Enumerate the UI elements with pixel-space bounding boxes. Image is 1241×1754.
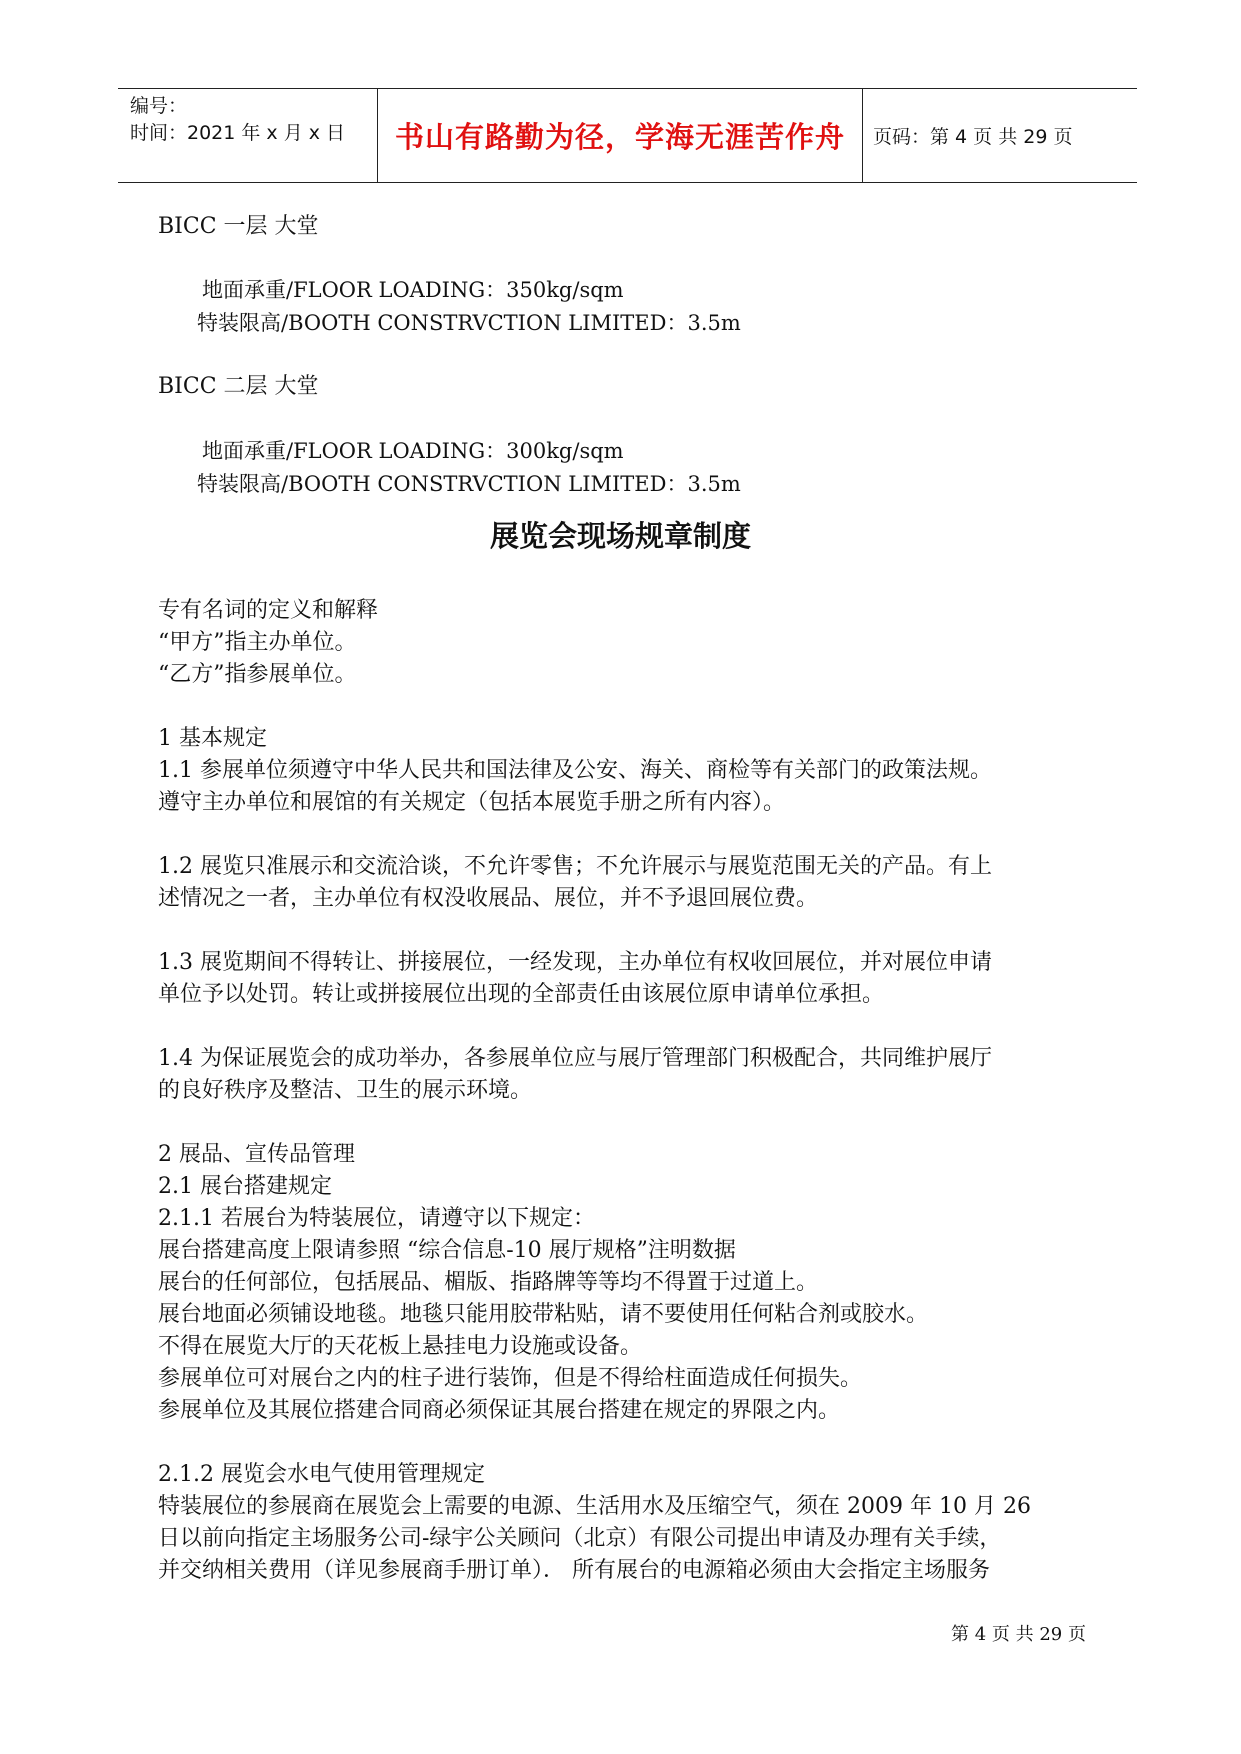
- rule-1-2-line-1: 1.2 展览只准展示和交流洽谈，不允许零售；不允许展示与展览范围无关的产品。有上: [158, 854, 992, 879]
- subsection-2-1-2: 2.1.2 展览会水电气使用管理规定: [158, 1462, 485, 1487]
- subsection-2-1: 2.1 展台搭建规定: [158, 1174, 332, 1199]
- rule-1-3-line-2: 单位予以处罚。转让或拼接展位出现的全部责任由该展位原申请单位承担。: [158, 982, 885, 1007]
- header-meta: [130, 89, 380, 182]
- rule-1-1-line-1: 1.1 参展单位须遵守中华人民共和国法律及公安、海关、商检等有关部门的政策法规。: [158, 758, 992, 783]
- page-header: [118, 88, 1137, 183]
- booth-rule-1: 展台搭建高度上限请参照 “综合信息-10 展厅规格”注明数据: [158, 1238, 736, 1263]
- subsection-2-1-1: 2.1.1 若展台为特装展位，请遵守以下规定：: [158, 1206, 595, 1231]
- booth-rule-2: 展台的任何部位，包括展品、楣版、指路牌等等均不得置于过道上。: [158, 1270, 819, 1295]
- rule-1-4-line-1: 1.4 为保证展览会的成功举办，各参展单位应与展厅管理部门积极配合，共同维护展厅: [158, 1046, 992, 1071]
- number-label: 编号：: [130, 95, 188, 117]
- utilities-line-1: 特装展位的参展商在展览会上需要的电源、生活用水及压缩空气，须在 2009 年 10 月 26: [158, 1494, 1031, 1519]
- utilities-line-2: 日以前向指定主场服务公司-绿宇公关顾问（北京）有限公司提出申请及办理有关手续，: [158, 1526, 1002, 1551]
- floor-2-name: BICC 二层 大堂: [158, 374, 319, 399]
- document-title: 展览会现场规章制度: [489, 519, 751, 553]
- rule-1-3-line-1: 1.3 展览期间不得转让、拼接展位，一经发现，主办单位有权收回展位，并对展位申请: [158, 950, 992, 975]
- floor-1-height: 特装限高/BOOTH CONSTRVCTION LIMITED：3.5m: [197, 311, 741, 335]
- floor-1-name: BICC 一层 大堂: [158, 214, 319, 239]
- rule-1-2-line-2: 述情况之一者，主办单位有权没收展品、展位，并不予退回展位费。: [158, 886, 819, 911]
- booth-rule-4: 不得在展览大厅的天花板上悬挂电力设施或设备。: [158, 1334, 643, 1359]
- booth-rule-3: 展台地面必须铺设地毯。地毯只能用胶带粘贴，请不要使用任何粘合剂或胶水。: [158, 1302, 929, 1327]
- definitions-heading: 专有名词的定义和解释: [158, 598, 379, 623]
- rule-1-1-line-2: 遵守主办单位和展馆的有关规定（包括本展览手册之所有内容）。: [158, 790, 786, 815]
- definition-party-a: “甲方”指主办单位。: [158, 630, 357, 655]
- section-2-heading: 2 展品、宣传品管理: [158, 1142, 355, 1167]
- floor-1-loading: 地面承重/FLOOR LOADING：350kg/sqm: [202, 278, 624, 302]
- section-1-heading: 1 基本规定: [158, 726, 267, 751]
- floor-2-loading: 地面承重/FLOOR LOADING：300kg/sqm: [202, 439, 624, 463]
- definition-party-b: “乙方”指参展单位。: [158, 662, 357, 687]
- booth-rule-5: 参展单位可对展台之内的柱子进行装饰，但是不得给柱面造成任何损失。: [158, 1366, 863, 1391]
- booth-rule-6: 参展单位及其展位搭建合同商必须保证其展台搭建在规定的界限之内。: [158, 1398, 841, 1423]
- header-motto: 书山有路勤为径，学海无涯苦作舟: [377, 89, 863, 182]
- time-label: 时间：2021 年 x 月 x 日: [130, 122, 346, 144]
- header-page-number: 页码：第 4 页 共 29 页: [873, 126, 1073, 148]
- rule-1-4-line-2: 的良好秩序及整洁、卫生的展示环境。: [158, 1078, 533, 1103]
- floor-2-height: 特装限高/BOOTH CONSTRVCTION LIMITED：3.5m: [197, 472, 741, 496]
- page-footer: 第 4 页 共 29 页: [951, 1624, 1086, 1645]
- utilities-line-3: 并交纳相关费用（详见参展商手册订单）． 所有展台的电源箱必须由大会指定主场服务: [158, 1558, 990, 1583]
